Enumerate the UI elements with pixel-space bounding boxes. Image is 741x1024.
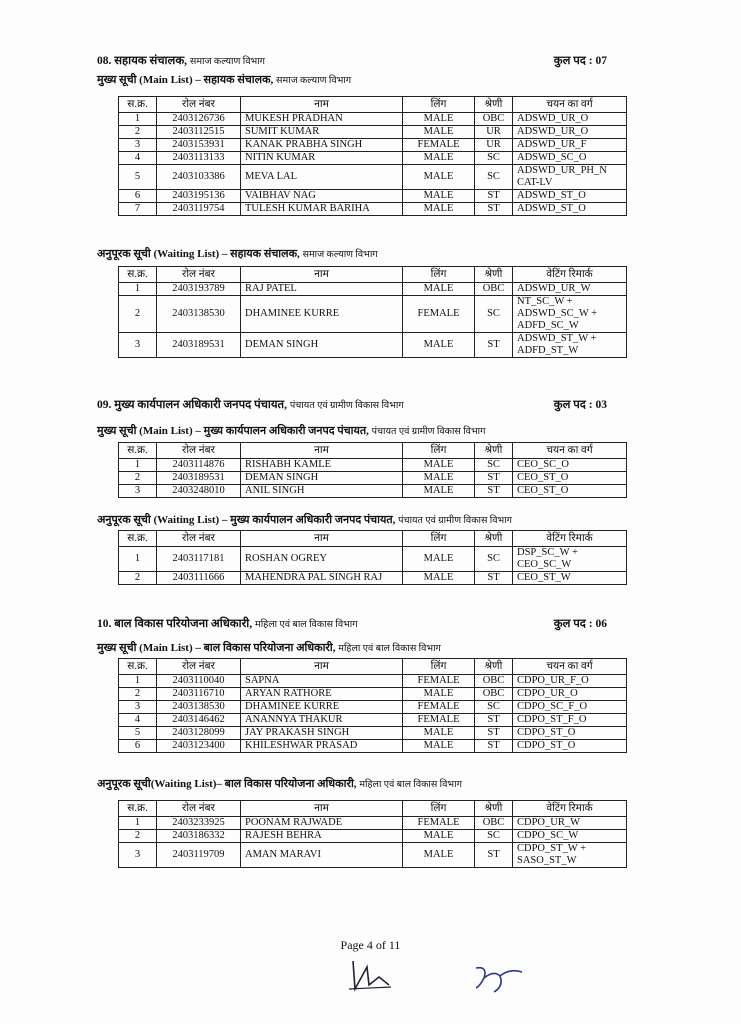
remark-cell: CDPO_SC_W xyxy=(513,830,627,843)
serial-cell: 2 xyxy=(119,296,157,333)
name-cell: JAY PRAKASH SINGH xyxy=(241,727,403,740)
serial-cell: 5 xyxy=(119,165,157,190)
roll-number-cell: 2403195136 xyxy=(157,190,241,203)
table-row xyxy=(119,203,627,216)
column-header: स.क्र. xyxy=(119,443,157,459)
serial-cell: 2 xyxy=(119,830,157,843)
column-header: वेटिंग रिमार्क xyxy=(513,531,627,547)
table-header-row xyxy=(119,659,627,675)
category-cell: ST xyxy=(475,727,513,740)
waiting-list-table xyxy=(118,266,627,358)
gender-cell: MALE xyxy=(403,190,475,203)
roll-number-cell: 2403126736 xyxy=(157,113,241,126)
category-cell: ST xyxy=(475,740,513,753)
roll-number-cell: 2403233925 xyxy=(157,817,241,830)
category-cell: SC xyxy=(475,701,513,714)
column-header: रोल नंबर xyxy=(157,531,241,547)
category-cell: OBC xyxy=(475,675,513,688)
table-row xyxy=(119,817,627,830)
column-header: नाम xyxy=(241,531,403,547)
waiting-list-title: अनुपूरक सूची(Waiting List)– बाल विकास परियोजना अधिकारी, xyxy=(97,778,357,790)
category-cell: OBC xyxy=(475,817,513,830)
name-cell: SAPNA xyxy=(241,675,403,688)
gender-cell: MALE xyxy=(403,843,475,868)
main-list-department: समाज कल्याण विभाग xyxy=(276,76,352,86)
name-cell: DEMAN SINGH xyxy=(241,333,403,358)
gender-cell: FEMALE xyxy=(403,675,475,688)
column-header: चयन का वर्ग xyxy=(513,443,627,459)
column-header: श्रेणी xyxy=(475,443,513,459)
remark-cell: CDPO_UR_W xyxy=(513,817,627,830)
column-header: श्रेणी xyxy=(475,531,513,547)
remark-cell: CDPO_ST_O xyxy=(513,740,627,753)
section-department: महिला एवं बाल विकास विभाग xyxy=(255,620,358,630)
table-row xyxy=(119,283,627,296)
column-header: रोल नंबर xyxy=(157,443,241,459)
column-header: लिंग xyxy=(403,531,475,547)
category-cell: OBC xyxy=(475,283,513,296)
serial-cell: 2 xyxy=(119,572,157,585)
category-cell: SC xyxy=(475,296,513,333)
main-list-title: मुख्य सूची (Main List) – मुख्य कार्यपालन अधिकारी जनपद पंचायत, xyxy=(97,425,369,437)
name-cell: MUKESH PRADHAN xyxy=(241,113,403,126)
section-department: पंचायत एवं ग्रामीण विकास विभाग xyxy=(289,401,404,411)
table-row xyxy=(119,675,627,688)
remark-cell: CDPO_UR_O xyxy=(513,688,627,701)
serial-cell: 1 xyxy=(119,459,157,472)
column-header: रोल नंबर xyxy=(157,267,241,283)
main-list-title: मुख्य सूची (Main List) – सहायक संचालक, xyxy=(97,74,274,86)
table-header-row xyxy=(119,801,627,817)
waiting-list-heading xyxy=(97,512,512,527)
waiting-list-department: पंचायत एवं ग्रामीण विकास विभाग xyxy=(398,516,512,526)
name-cell: SUMIT KUMAR xyxy=(241,126,403,139)
gender-cell: MALE xyxy=(403,740,475,753)
section-09-heading xyxy=(97,397,607,412)
table-row xyxy=(119,688,627,701)
table-row xyxy=(119,296,627,333)
category-cell: OBC xyxy=(475,113,513,126)
roll-number-cell: 2403189531 xyxy=(157,333,241,358)
gender-cell: MALE xyxy=(403,126,475,139)
category-cell: SC xyxy=(475,152,513,165)
roll-number-cell: 2403119709 xyxy=(157,843,241,868)
remark-cell: CEO_ST_O xyxy=(513,485,627,498)
remark-cell: CDPO_SC_F_O xyxy=(513,701,627,714)
column-header: नाम xyxy=(241,97,403,113)
gender-cell: MALE xyxy=(403,283,475,296)
gender-cell: MALE xyxy=(403,165,475,190)
category-cell: ST xyxy=(475,203,513,216)
main-list-heading xyxy=(97,640,441,655)
column-header: स.क्र. xyxy=(119,97,157,113)
column-header: लिंग xyxy=(403,801,475,817)
serial-cell: 3 xyxy=(119,701,157,714)
category-cell: ST xyxy=(475,472,513,485)
name-cell: DHAMINEE KURRE xyxy=(241,296,403,333)
table-row xyxy=(119,139,627,152)
category-cell: SC xyxy=(475,547,513,572)
main-list-heading xyxy=(97,423,485,438)
main-list-table xyxy=(118,96,627,216)
roll-number-cell: 2403138530 xyxy=(157,296,241,333)
roll-number-cell: 2403114876 xyxy=(157,459,241,472)
gender-cell: FEMALE xyxy=(403,296,475,333)
gender-cell: MALE xyxy=(403,727,475,740)
table-row xyxy=(119,459,627,472)
table-row xyxy=(119,701,627,714)
column-header: श्रेणी xyxy=(475,801,513,817)
roll-number-cell: 2403116710 xyxy=(157,688,241,701)
table-row xyxy=(119,190,627,203)
category-cell: UR xyxy=(475,139,513,152)
roll-number-cell: 2403103386 xyxy=(157,165,241,190)
serial-cell: 2 xyxy=(119,472,157,485)
gender-cell: MALE xyxy=(403,830,475,843)
serial-cell: 1 xyxy=(119,817,157,830)
roll-number-cell: 2403128099 xyxy=(157,727,241,740)
total-posts: कुल पद : 03 xyxy=(553,399,607,411)
signature-1 xyxy=(345,955,395,995)
serial-cell: 6 xyxy=(119,190,157,203)
column-header: चयन का वर्ग xyxy=(513,659,627,675)
name-cell: MEVA LAL xyxy=(241,165,403,190)
main-list-heading xyxy=(97,72,351,87)
remark-cell: CDPO_UR_F_O xyxy=(513,675,627,688)
column-header: नाम xyxy=(241,443,403,459)
name-cell: KANAK PRABHA SINGH xyxy=(241,139,403,152)
remark-cell: ADSWD_UR_O xyxy=(513,113,627,126)
remark-cell: ADSWD_ST_W + ADFD_ST_W xyxy=(513,333,627,358)
roll-number-cell: 2403111666 xyxy=(157,572,241,585)
roll-number-cell: 2403113133 xyxy=(157,152,241,165)
waiting-list-table xyxy=(118,800,627,868)
remark-cell: ADSWD_UR_F xyxy=(513,139,627,152)
serial-cell: 1 xyxy=(119,113,157,126)
category-cell: SC xyxy=(475,165,513,190)
column-header: लिंग xyxy=(403,97,475,113)
table-row xyxy=(119,472,627,485)
gender-cell: MALE xyxy=(403,152,475,165)
gender-cell: FEMALE xyxy=(403,817,475,830)
column-header: नाम xyxy=(241,267,403,283)
table-header-row xyxy=(119,267,627,283)
name-cell: NITIN KUMAR xyxy=(241,152,403,165)
remark-cell: ADSWD_ST_O xyxy=(513,203,627,216)
gender-cell: MALE xyxy=(403,472,475,485)
remark-cell: ADSWD_UR_O xyxy=(513,126,627,139)
category-cell: ST xyxy=(475,843,513,868)
section-10-heading xyxy=(97,616,607,631)
section-department: समाज कल्याण विभाग xyxy=(189,57,265,67)
category-cell: ST xyxy=(475,190,513,203)
serial-cell: 3 xyxy=(119,485,157,498)
gender-cell: FEMALE xyxy=(403,139,475,152)
main-list-title: मुख्य सूची (Main List) – बाल विकास परियोजना अधिकारी, xyxy=(97,642,336,654)
column-header: वेटिंग रिमार्क xyxy=(513,267,627,283)
roll-number-cell: 2403153931 xyxy=(157,139,241,152)
remark-cell: ADSWD_UR_PH_N CAT-LV xyxy=(513,165,627,190)
waiting-list-heading xyxy=(97,246,378,261)
serial-cell: 4 xyxy=(119,152,157,165)
gender-cell: MALE xyxy=(403,203,475,216)
waiting-list-table xyxy=(118,530,627,585)
remark-cell: NT_SC_W + ADSWD_SC_W + ADFD_SC_W xyxy=(513,296,627,333)
serial-cell: 2 xyxy=(119,688,157,701)
section-title: 08. सहायक संचालक, xyxy=(97,55,188,67)
name-cell: VAIBHAV NAG xyxy=(241,190,403,203)
serial-cell: 4 xyxy=(119,714,157,727)
gender-cell: MALE xyxy=(403,333,475,358)
name-cell: RAJESH BEHRA xyxy=(241,830,403,843)
name-cell: ANANNYA THAKUR xyxy=(241,714,403,727)
serial-cell: 3 xyxy=(119,333,157,358)
table-header-row xyxy=(119,97,627,113)
waiting-list-department: महिला एवं बाल विकास विभाग xyxy=(359,780,462,790)
roll-number-cell: 2403248010 xyxy=(157,485,241,498)
total-posts: कुल पद : 07 xyxy=(553,55,607,67)
column-header: लिंग xyxy=(403,267,475,283)
main-list-department: पंचायत एवं ग्रामीण विकास विभाग xyxy=(371,427,486,437)
page-number: Page 4 of 11 xyxy=(340,938,401,952)
serial-cell: 3 xyxy=(119,139,157,152)
roll-number-cell: 2403117181 xyxy=(157,547,241,572)
column-header: वेटिंग रिमार्क xyxy=(513,801,627,817)
column-header: स.क्र. xyxy=(119,659,157,675)
main-list-table xyxy=(118,442,627,498)
serial-cell: 3 xyxy=(119,843,157,868)
column-header: स.क्र. xyxy=(119,801,157,817)
waiting-list-title: अनुपूरक सूची (Waiting List) – सहायक संचालक, xyxy=(97,248,300,260)
roll-number-cell: 2403123400 xyxy=(157,740,241,753)
gender-cell: MALE xyxy=(403,547,475,572)
remark-cell: ADSWD_ST_O xyxy=(513,190,627,203)
name-cell: RISHABH KAMLE xyxy=(241,459,403,472)
roll-number-cell: 2403110040 xyxy=(157,675,241,688)
category-cell: OBC xyxy=(475,688,513,701)
gender-cell: MALE xyxy=(403,485,475,498)
remark-cell: ADSWD_UR_W xyxy=(513,283,627,296)
table-row xyxy=(119,113,627,126)
column-header: स.क्र. xyxy=(119,531,157,547)
remark-cell: CEO_SC_O xyxy=(513,459,627,472)
category-cell: ST xyxy=(475,485,513,498)
column-header: रोल नंबर xyxy=(157,801,241,817)
roll-number-cell: 2403119754 xyxy=(157,203,241,216)
signature-2 xyxy=(470,960,530,1000)
total-posts: कुल पद : 06 xyxy=(553,618,607,630)
table-row xyxy=(119,333,627,358)
name-cell: AMAN MARAVI xyxy=(241,843,403,868)
waiting-list-department: समाज कल्याण विभाग xyxy=(302,250,378,260)
name-cell: KHILESHWAR PRASAD xyxy=(241,740,403,753)
roll-number-cell: 2403146462 xyxy=(157,714,241,727)
column-header: रोल नंबर xyxy=(157,659,241,675)
category-cell: SC xyxy=(475,830,513,843)
table-row xyxy=(119,485,627,498)
table-row xyxy=(119,727,627,740)
column-header: लिंग xyxy=(403,659,475,675)
column-header: रोल नंबर xyxy=(157,97,241,113)
table-row xyxy=(119,547,627,572)
column-header: नाम xyxy=(241,801,403,817)
name-cell: MAHENDRA PAL SINGH RAJ xyxy=(241,572,403,585)
table-row xyxy=(119,714,627,727)
table-row xyxy=(119,572,627,585)
main-list-department: महिला एवं बाल विकास विभाग xyxy=(338,644,441,654)
remark-cell: DSP_SC_W + CEO_SC_W xyxy=(513,547,627,572)
gender-cell: MALE xyxy=(403,572,475,585)
category-cell: SC xyxy=(475,459,513,472)
name-cell: ANIL SINGH xyxy=(241,485,403,498)
section-title: 10. बाल विकास परियोजना अधिकारी, xyxy=(97,618,253,630)
column-header: श्रेणी xyxy=(475,97,513,113)
table-row xyxy=(119,740,627,753)
remark-cell: CEO_ST_W xyxy=(513,572,627,585)
serial-cell: 1 xyxy=(119,675,157,688)
remark-cell: CDPO_ST_F_O xyxy=(513,714,627,727)
gender-cell: FEMALE xyxy=(403,714,475,727)
category-cell: ST xyxy=(475,714,513,727)
remark-cell: CDPO_ST_W + SASO_ST_W xyxy=(513,843,627,868)
serial-cell: 5 xyxy=(119,727,157,740)
category-cell: ST xyxy=(475,333,513,358)
name-cell: ARYAN RATHORE xyxy=(241,688,403,701)
roll-number-cell: 2403112515 xyxy=(157,126,241,139)
remark-cell: ADSWD_SC_O xyxy=(513,152,627,165)
gender-cell: MALE xyxy=(403,688,475,701)
gender-cell: MALE xyxy=(403,459,475,472)
gender-cell: FEMALE xyxy=(403,701,475,714)
column-header: नाम xyxy=(241,659,403,675)
name-cell: RAJ PATEL xyxy=(241,283,403,296)
table-row xyxy=(119,830,627,843)
column-header: श्रेणी xyxy=(475,267,513,283)
name-cell: POONAM RAJWADE xyxy=(241,817,403,830)
waiting-list-title: अनुपूरक सूची (Waiting List) – मुख्य कार्यपालन अधिकारी जनपद पंचायत, xyxy=(97,514,396,526)
serial-cell: 6 xyxy=(119,740,157,753)
roll-number-cell: 2403138530 xyxy=(157,701,241,714)
roll-number-cell: 2403186332 xyxy=(157,830,241,843)
column-header: स.क्र. xyxy=(119,267,157,283)
serial-cell: 7 xyxy=(119,203,157,216)
serial-cell: 1 xyxy=(119,547,157,572)
section-08-heading xyxy=(97,53,607,68)
column-header: श्रेणी xyxy=(475,659,513,675)
serial-cell: 1 xyxy=(119,283,157,296)
category-cell: ST xyxy=(475,572,513,585)
roll-number-cell: 2403193789 xyxy=(157,283,241,296)
column-header: लिंग xyxy=(403,443,475,459)
name-cell: DEMAN SINGH xyxy=(241,472,403,485)
table-header-row xyxy=(119,443,627,459)
section-title: 09. मुख्य कार्यपालन अधिकारी जनपद पंचायत, xyxy=(97,399,287,411)
table-row xyxy=(119,152,627,165)
table-row xyxy=(119,843,627,868)
name-cell: TULESH KUMAR BARIHA xyxy=(241,203,403,216)
main-list-table xyxy=(118,658,627,753)
remark-cell: CEO_ST_O xyxy=(513,472,627,485)
table-row xyxy=(119,126,627,139)
gender-cell: MALE xyxy=(403,113,475,126)
roll-number-cell: 2403189531 xyxy=(157,472,241,485)
serial-cell: 2 xyxy=(119,126,157,139)
table-row xyxy=(119,165,627,190)
remark-cell: CDPO_ST_O xyxy=(513,727,627,740)
name-cell: ROSHAN OGREY xyxy=(241,547,403,572)
category-cell: UR xyxy=(475,126,513,139)
name-cell: DHAMINEE KURRE xyxy=(241,701,403,714)
table-header-row xyxy=(119,531,627,547)
waiting-list-heading xyxy=(97,776,462,791)
column-header: चयन का वर्ग xyxy=(513,97,627,113)
